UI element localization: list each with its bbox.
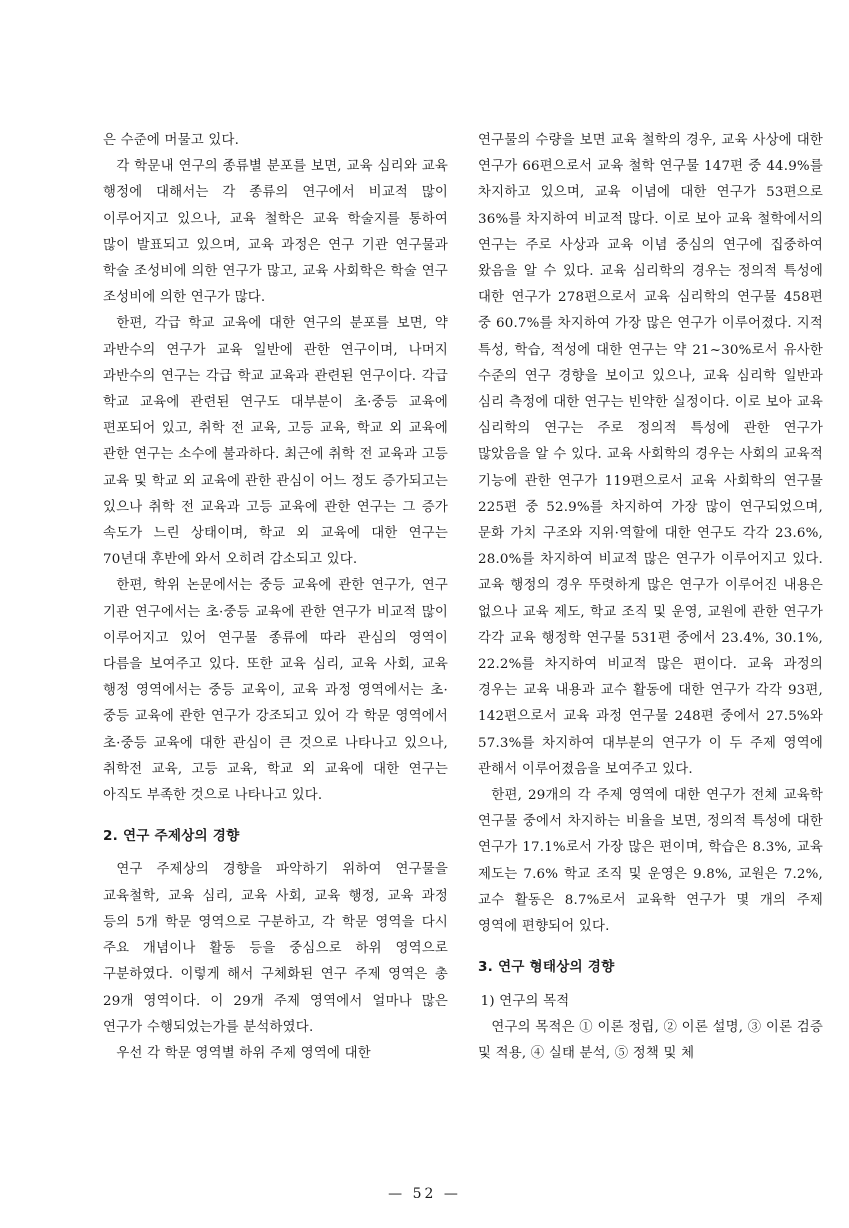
paragraph: 한편, 29개의 각 주제 영역에 대한 연구가 전체 교육학 연구물 중에서 차지하는 비율을 보면, 정의적 특성에 대한 연구가 17.1%로서 가장 많은 편이며, 학습은 8.3%, 교육 제도는 7.6% 학교 조직 및 운영은 9.8%, 교원은 7.2%, 교수 활동은 8.7%로서 교육학 연구가 몇 개의 주제 영역에 편향되어 있다.	[478, 788, 823, 935]
section-heading: 2. 연구 주제상의 경향	[103, 828, 240, 845]
subsection-heading: 1) 연구의 목적	[480, 993, 570, 1009]
paragraph: 연구 주제상의 경향을 파악하기 위하여 연구물을 교육철학, 교육 심리, 교육 사회, 교육 행정, 교육 과정 등의 5개 학문 영역으로 구분하고, 각 학문 영역을 다시 주요 개념이나 활동 등을 중심으로 하위 영역으로 구분하였다. 이렇게 해서 구체화된 연구 주제 영역은 총 29개 영역이다. 이 29개 주제 영역에서 얼마나 많은 연구가 수행되었는가를 분석하였다.	[103, 862, 448, 1035]
section-heading: 3. 연구 형태상의 경향	[478, 959, 615, 976]
right-column	[478, 128, 823, 1067]
paragraph: 연구물의 수량을 보면 교육 철학의 경우, 교육 사상에 대한 연구가 66편으로서 교육 철학 연구물 147편 중 44.9%를 차지하고 있으며, 교육 이념에 대한 연구가 53편으로 36%를 차지하여 비교적 많다. 이로 보아 교육 철학에서의 연구는 주로 사상과 교육 이념 중심의 연구에 집중하여 왔음을 알 수 있다. 교육 심리학의 경우는 정의적 특성에 대한 연구가 278편으로서 교육 심리학의 연구물 458편 중 60.7%를 차지하여 가장 많은 연구가 이루어졌다. 지적 특성, 학습, 적성에 대한 연구는 약 21~30%로서 유사한 수준의 연구 경향을 보이고 있으나, 교육 심리학 일반과 심리 측정에 대한 연구는 빈약한 실정이다. 이로 보아 교육 심리학의 연구는 주로 정의적 특성에 관한 연구가 많았음을 알 수 있다. 교육 사회학의 경우는 사회의 교육적 기능에 관한 연구가 119편으로서 교육 사회학의 연구물 225편 중 52.9%를 차지하여 가장 많이 연구되었으며, 문화 가치 구조와 지위·역할에 대한 연구도 각각 23.6%, 28.0%를 차지하여 비교적 많은 연구가 이루어지고 있다. 교육 행정의 경우 뚜렷하게 많은 연구가 이루어진 내용은 없으나 교육 제도, 학교 조직 및 운영, 교원에 관한 연구가 각각 교육 행정학 연구물 531편 중에서 23.4%, 30.1%, 22.2%를 차지하여 비교적 많은 편이다. 교육 과정의 경우는 교육 내용과 교수 활동에 대한 연구가 각각 93편, 142편으로서 교육 과정 연구물 248편 중에서 27.5%와 57.3%를 차지하여 대부분의 연구가 이 두 주제 영역에 관해서 이루어졌음을 보여주고 있다.	[478, 133, 823, 777]
paragraph: 한편, 학위 논문에서는 중등 교육에 관한 연구가, 연구 기관 연구에서는 초·중등 교육에 관한 연구가 비교적 많이 이루어지고 있어 연구물 종류에 따라 관심의 영역이 다름을 보여주고 있다. 또한 교육 심리, 교육 사회, 교육 행정 영역에서는 중등 교육이, 교육 과정 영역에서는 초·중등 교육에 관한 연구가 강조되고 있어 각 학문 영역에서 초·중등 교육에 대한 관심이 큰 것으로 나타나고 있으나, 취학전 교육, 고등 교육, 학교 외 교육에 대한 연구는 아직도 부족한 것으로 나타나고 있다.	[103, 578, 448, 804]
page-number: — 52 —	[388, 1186, 461, 1202]
paragraph: 각 학문내 연구의 종류별 분포를 보면, 교육 심리와 교육 행정에 대해서는 각 종류의 연구에서 비교적 많이 이루어지고 있으나, 교육 철학은 교육 학술지를 통하여 많이 발표되고 있으며, 교육 과정은 연구 기관 연구물과 학술 조성비에 의한 연구가 많고, 교육 사회학은 학술 연구 조성비에 의한 연구가 많다.	[103, 159, 448, 306]
paragraph: 한편, 각급 학교 교육에 대한 연구의 분포를 보면, 약 과반수의 연구가 교육 일반에 관한 연구이며, 나머지 과반수의 연구는 각급 학교 교육과 관련된 연구이다. 각급 학교 교육에 관련된 연구도 대부분이 초·중등 교육에 편포되어 있고, 취학 전 교육, 고등 교육, 학교 외 교육에 관한 연구는 소수에 불과하다. 최근에 취학 전 교육과 고등 교육 및 학교 외 교육에 관한 관심이 어느 정도 증가되고는 있으나 취학 전 교육과 고등 교육에 관한 연구는 그 증가 속도가 느린 상태이며, 학교 외 교육에 대한 연구는 70년대 후반에 와서 오히려 감소되고 있다.	[103, 316, 448, 568]
left-column	[103, 128, 448, 1067]
paragraph: 연구의 목적은 ① 이론 정립, ② 이론 설명, ③ 이론 검증 및 적용, ④ 실태 분석, ⑤ 정책 및 체	[478, 1019, 823, 1061]
paragraph: 은 수준에 머물고 있다.	[103, 133, 240, 148]
paragraph: 우선 각 학문 영역별 하위 주제 영역에 대한	[116, 1045, 371, 1061]
